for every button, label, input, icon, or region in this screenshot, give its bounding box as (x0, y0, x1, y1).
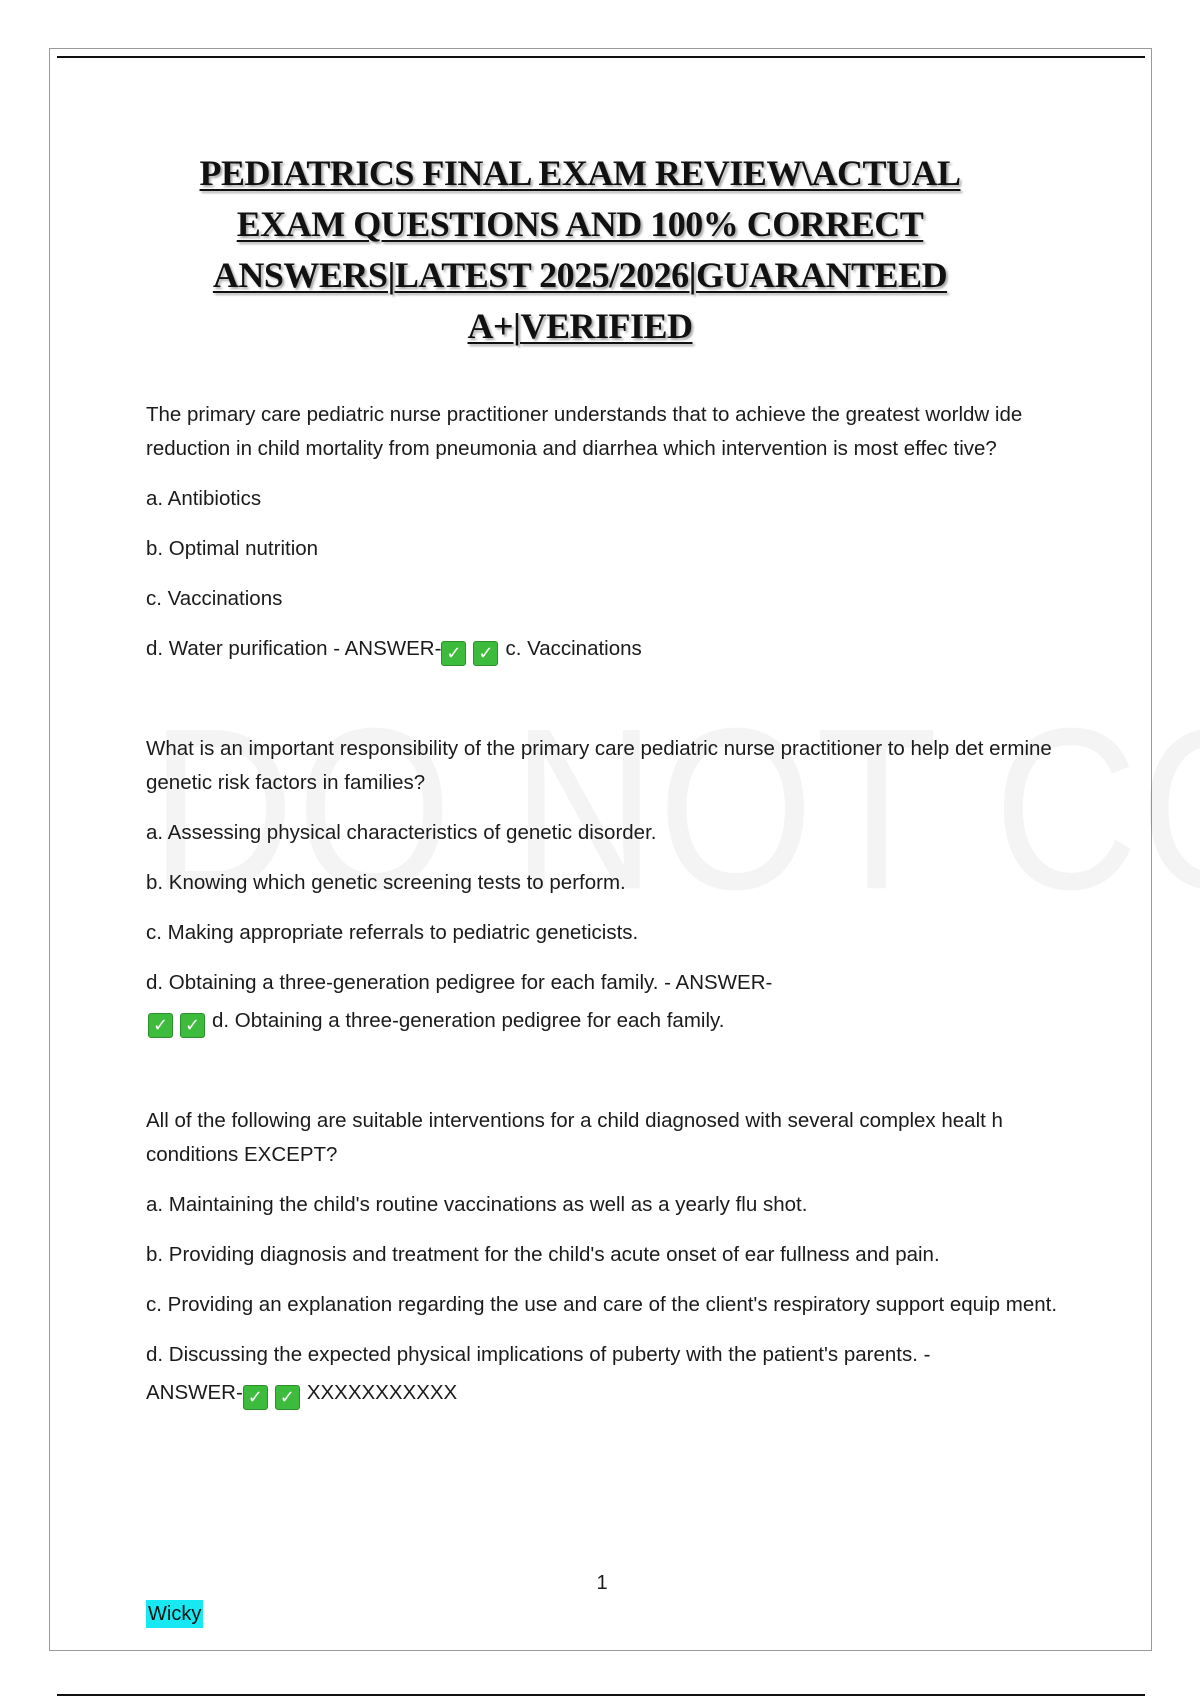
check-mark-icon: ✓ (275, 1385, 300, 1410)
answer-block (146, 1004, 1066, 1038)
title-line: ANSWERS|LATEST 2025/2026|GUARANTEED (212, 255, 948, 295)
title-line: PEDIATRICS FINAL EXAM REVIEW\ACTUAL (199, 153, 961, 193)
question-list (146, 398, 1066, 1410)
top-rule (57, 56, 1145, 58)
option-a: a. Antibiotics (146, 487, 262, 510)
title-line: A+|VERIFIED (467, 306, 693, 346)
option-a: a. Maintaining the child's routine vaccinations as well as a yearly flu shot. (146, 1193, 808, 1216)
title-line: EXAM QUESTIONS AND 100% CORRECT (236, 204, 924, 244)
answer-prefix: ANSWER- (146, 1381, 243, 1404)
question-text: All of the following are suitable interventions for a child diagnosed with several complex healt h conditions EXCEPT? (146, 1109, 1003, 1166)
author-label: Wicky (146, 1600, 203, 1628)
answer-block (146, 1376, 1066, 1410)
check-mark-icon: ✓ (441, 641, 466, 666)
option-d: d. Discussing the expected physical implications of puberty with the patient's parents. - (146, 1343, 931, 1366)
check-mark-icon: ✓ (473, 641, 498, 666)
option-b: b. Optimal nutrition (146, 537, 319, 560)
answer-text: XXXXXXXXXXX (306, 1381, 458, 1404)
question-text: The primary care pediatric nurse practitioner understands that to achieve the greatest worldw ide reduction in child mortality from pneumonia and diarrhea which intervention is most effec tive? (146, 403, 1023, 460)
option-b: b. Knowing which genetic screening tests to perform. (146, 871, 626, 894)
option-d-with-answer (146, 966, 1066, 1038)
check-mark-icon: ✓ (180, 1013, 205, 1038)
question-2 (146, 732, 1066, 1038)
option-c: c. Making appropriate referrals to pediatric geneticists. (146, 921, 639, 944)
option-c: c. Providing an explanation regarding the use and care of the client's respiratory support equip ment. (146, 1293, 1058, 1316)
bottom-rule (57, 1694, 1145, 1696)
option-b: b. Providing diagnosis and treatment for the child's acute onset of ear fullness and pain. (146, 1243, 940, 1266)
answer-text: d. Obtaining a three-generation pedigree for each family. (212, 1009, 725, 1032)
option-c: c. Vaccinations (146, 587, 283, 610)
check-mark-icon: ✓ (148, 1013, 173, 1038)
question-text: What is an important responsibility of the primary care pediatric nurse practitioner to help det ermine genetic risk factors in families? (146, 737, 1052, 794)
question-1 (146, 398, 1066, 666)
answer-text: c. Vaccinations (505, 637, 642, 660)
option-d-with-answer (146, 1338, 1066, 1410)
document-title (150, 148, 1010, 352)
check-mark-icon: ✓ (243, 1385, 268, 1410)
question-3 (146, 1104, 1066, 1410)
option-d-with-answer (146, 632, 1066, 666)
option-a: a. Assessing physical characteristics of genetic disorder. (146, 821, 657, 844)
option-d: d. Water purification - ANSWER- (146, 637, 442, 660)
page-number: 1 (596, 1572, 608, 1594)
option-d: d. Obtaining a three-generation pedigree for each family. - ANSWER- (146, 971, 773, 994)
